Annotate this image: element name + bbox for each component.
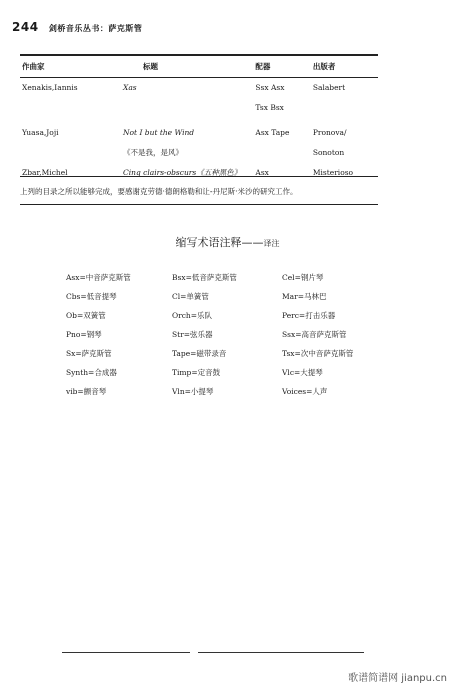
abbreviation-item: Perc=打击乐器: [282, 311, 336, 320]
footer-rule-left: [62, 652, 190, 653]
abbreviations-list: [66, 272, 386, 397]
abbreviation-item: Vln=小提琴: [172, 387, 214, 396]
instrumentation-cell: [253, 143, 310, 163]
abbreviation-item: Cl=单簧管: [172, 292, 209, 301]
series-title: 剑桥音乐丛书：萨克斯管: [48, 23, 143, 33]
table-bottom-rule: [20, 176, 378, 177]
abbreviation-item: Voices=人声: [282, 387, 328, 396]
abbreviations-title: 缩写术语注释——: [175, 236, 264, 249]
publisher-cell: [311, 98, 378, 118]
abbreviation-item: Str=弦乐器: [172, 330, 213, 339]
abbreviation-item: Cbs=低音提琴: [66, 292, 117, 301]
site-watermark: 歌谱简谱网 jianpu.cn: [348, 673, 447, 684]
table-header-row: [20, 56, 378, 77]
abbreviation-item: Ssx=高音萨克斯管: [282, 330, 347, 339]
abbreviation-item: Vlc=大提琴: [282, 368, 323, 377]
title-cell: Xas: [122, 83, 137, 92]
instrumentation-cell: Tsx Bsx: [255, 103, 284, 112]
title-cell: 《不是我，是风》: [122, 148, 183, 157]
abbreviation-item: Tape=磁带录音: [172, 349, 227, 358]
acknowledgement-note: 上列的目录之所以能够完成，要感谢克劳德·德朗格勒和让-丹尼斯·米沙的研究工作。: [20, 187, 298, 196]
abbreviation-item: Synth=合成器: [66, 368, 117, 377]
abbreviations-heading: [0, 234, 455, 250]
instrumentation-cell: Asx: [255, 168, 269, 177]
abbreviation-item: Sx=萨克斯管: [66, 349, 112, 358]
abbreviation-item: Mar=马林巴: [282, 292, 327, 301]
abbreviation-item: Bsx=低音萨克斯管: [172, 273, 237, 282]
title-cell: Cinq clairs-obscurs《五种黑色》: [122, 168, 242, 177]
table-row: [20, 118, 378, 143]
composer-cell: Yuasa,Joji: [22, 128, 59, 137]
publisher-cell: Pronova/: [312, 128, 347, 137]
publisher-cell: Misterioso: [312, 168, 354, 177]
publisher-cell: Sonoton: [312, 148, 345, 157]
col-header-publisher: 出版者: [312, 62, 336, 71]
col-header-title: 标题: [142, 62, 158, 71]
composer-cell: [20, 98, 103, 118]
abbreviation-item: Cel=钢片琴: [282, 273, 324, 282]
running-head: [12, 20, 142, 34]
footer-rule-right: [198, 652, 364, 653]
composer-cell: Zbar,Michel: [22, 168, 68, 177]
catalog-table: [20, 56, 378, 183]
abbreviation-item: Tsx=次中音萨克斯管: [282, 349, 354, 358]
abbreviations-subtitle: 译注: [263, 239, 280, 248]
col-header-composer: 作曲家: [22, 62, 45, 71]
abbreviation-item: Asx=中音萨克斯管: [66, 273, 131, 282]
title-cell: Not I but the Wind: [122, 128, 195, 137]
instrumentation-cell: Asx Tape: [255, 128, 290, 137]
col-header-instrumentation: 配器: [255, 62, 271, 71]
abbreviation-item: vib=颤音琴: [66, 387, 107, 396]
publisher-cell: Salabert: [312, 83, 346, 92]
page-number: 244: [12, 20, 39, 34]
table-row: [20, 78, 378, 98]
note-rule: [20, 204, 378, 205]
table-row: [20, 163, 378, 183]
abbreviation-item: Ob=双簧管: [66, 311, 106, 320]
composer-cell: Xenakis,Iannis: [22, 83, 78, 92]
abbreviation-item: Timp=定音鼓: [172, 368, 221, 377]
table-row: [20, 98, 378, 118]
instrumentation-cell: Ssx Asx: [255, 83, 285, 92]
composer-cell: [20, 143, 103, 163]
table-row: [20, 143, 378, 163]
abbreviation-item: Orch=乐队: [172, 311, 213, 320]
title-cell: [103, 98, 253, 118]
abbreviation-item: Pno=钢琴: [66, 330, 102, 339]
